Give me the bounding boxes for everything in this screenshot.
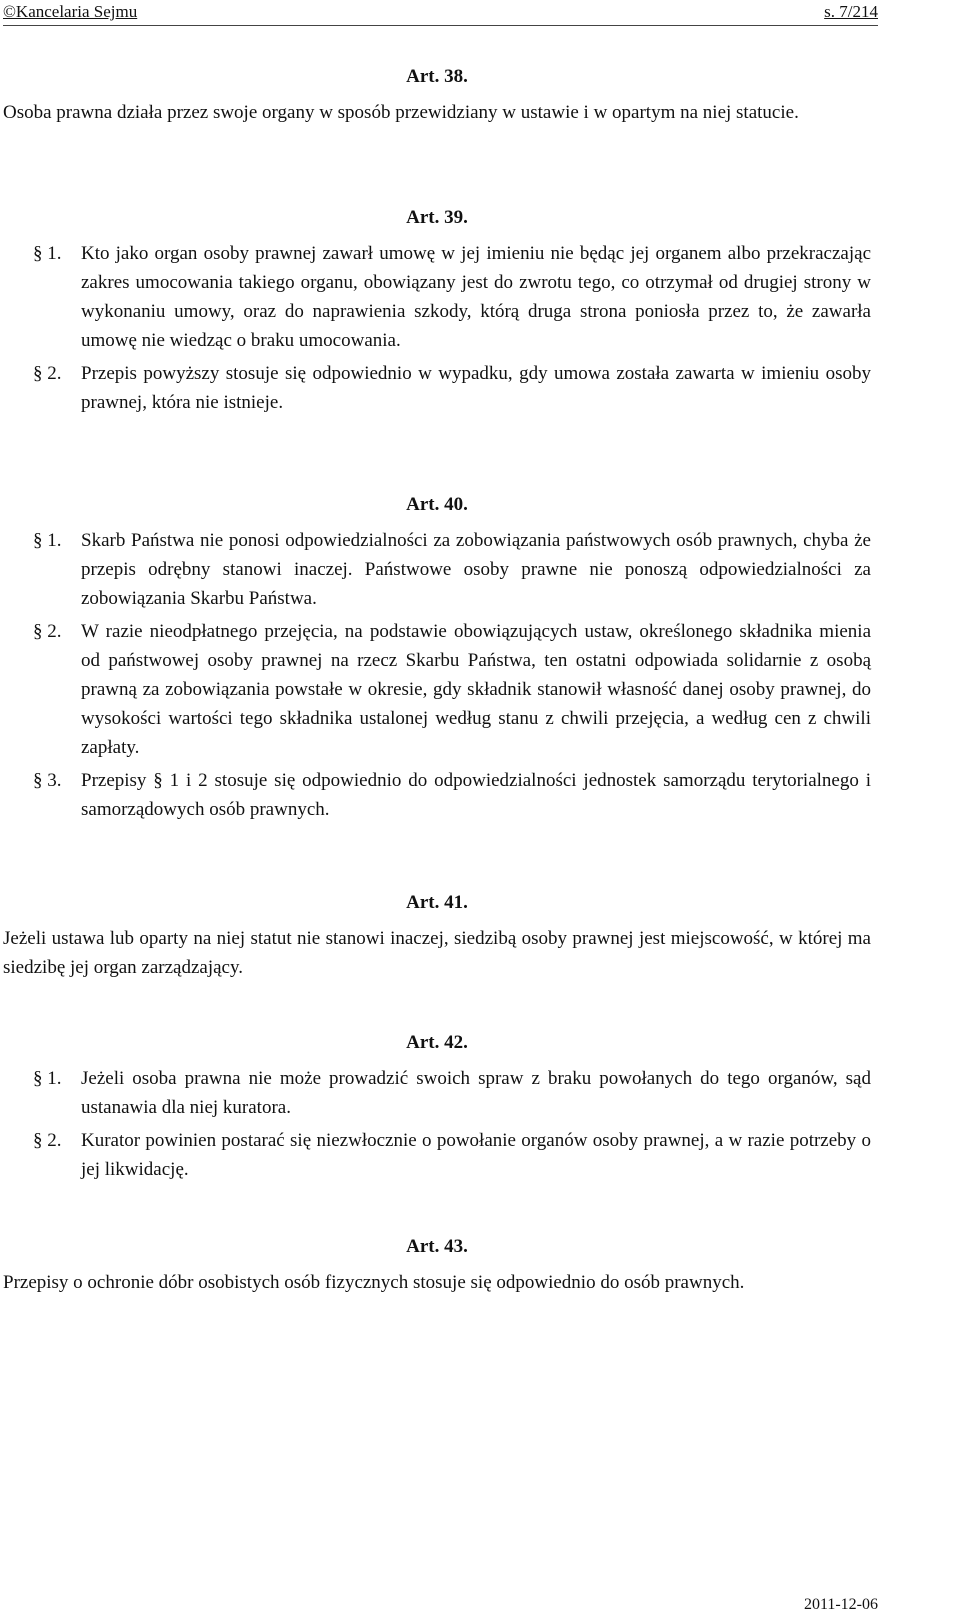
section-number: § 1. xyxy=(33,1068,62,1089)
section xyxy=(3,1064,871,1122)
footer-date: 2011-12-06 xyxy=(803,1596,878,1613)
article-38 xyxy=(3,62,871,127)
section-number: § 1. xyxy=(33,530,62,551)
section-text: Jeżeli osoba prawna nie może prowadzić swoich spraw z braku powołanych do tego organów, sąd ustanawia dla niej kuratora. xyxy=(81,1068,871,1118)
article-43 xyxy=(3,1232,871,1297)
section-text: Kurator powinien postarać się niezwłocznie o powołanie organów osoby prawnej, a w razie potrzeby o jej likwidację. xyxy=(81,1130,871,1180)
section-number: § 1. xyxy=(33,243,62,264)
section-text: Przepisy § 1 i 2 stosuje się odpowiednio do odpowiedzialności jednostek samorządu terytorialnego i samorządowych osób prawnych. xyxy=(81,770,871,820)
section-text: Przepis powyższy stosuje się odpowiednio w wypadku, gdy umowa została zawarta w imieniu osoby prawnej, która nie istnieje. xyxy=(81,363,871,413)
section xyxy=(3,766,871,824)
section-number: § 2. xyxy=(33,1130,62,1151)
article-title: Art. 38. xyxy=(406,66,468,87)
header-page-number: s. 7/214 xyxy=(824,2,878,21)
section xyxy=(3,617,871,762)
section xyxy=(3,526,871,613)
section-text: W razie nieodpłatnego przejęcia, na podstawie obowiązujących ustaw, określonego składnika mienia od państwowej osoby prawnej na rzecz Skarbu Państwa, ten ostatni odpowiada solidarnie z osobą prawną za zobowiązania powstałe w okresie, gdy składnik stanowił własność danej osoby prawnej, do wysokości wartości tego składnika ustalonej według stanu z chwili przejęcia, a według cen z chwili zapłaty. xyxy=(81,621,871,758)
article-text: Osoba prawna działa przez swoje organy w sposób przewidziany w ustawie i w opartym na niej statucie. xyxy=(3,102,799,123)
header-divider xyxy=(3,25,878,26)
article-40 xyxy=(3,490,871,828)
section-text: Skarb Państwa nie ponosi odpowiedzialności za zobowiązania państwowych osób prawnych, chyba że przepis odrębny stanowi inaczej. Państwowe osoby prawne nie ponoszą odpowiedzialności za zobowiązania Skarbu Państwa. xyxy=(81,530,871,609)
article-title: Art. 39. xyxy=(406,207,468,228)
section-text: Kto jako organ osoby prawnej zawarł umowę w jej imieniu nie będąc jej organem albo przekraczając zakres umocowania takiego organu, obowiązany jest do zwrotu tego, co otrzymał od drugiej strony w wykonaniu umowy, oraz do naprawienia szkody, którą druga strona poniosła przez to, że zawarła umowę nie wiedząc o braku umocowania. xyxy=(81,243,871,351)
page-header xyxy=(3,0,878,28)
article-title: Art. 43. xyxy=(406,1236,468,1257)
section xyxy=(3,239,871,355)
section-number: § 2. xyxy=(33,621,62,642)
section xyxy=(3,1126,871,1184)
section-number: § 2. xyxy=(33,363,62,384)
article-42 xyxy=(3,1028,871,1188)
section-number: § 3. xyxy=(33,770,62,791)
header-publisher-link[interactable]: ©Kancelaria Sejmu xyxy=(3,2,138,21)
article-title: Art. 40. xyxy=(406,494,468,515)
article-41 xyxy=(3,888,871,982)
article-text: Jeżeli ustawa lub oparty na niej statut nie stanowi inaczej, siedzibą osoby prawnej jest miejscowość, w której ma siedzibę jej organ zarządzający. xyxy=(3,928,871,978)
article-39 xyxy=(3,203,871,421)
article-title: Art. 41. xyxy=(406,892,468,913)
article-text: Przepisy o ochronie dóbr osobistych osób fizycznych stosuje się odpowiednio do osób prawnych. xyxy=(3,1272,745,1293)
article-title: Art. 42. xyxy=(406,1032,468,1053)
section xyxy=(3,359,871,417)
